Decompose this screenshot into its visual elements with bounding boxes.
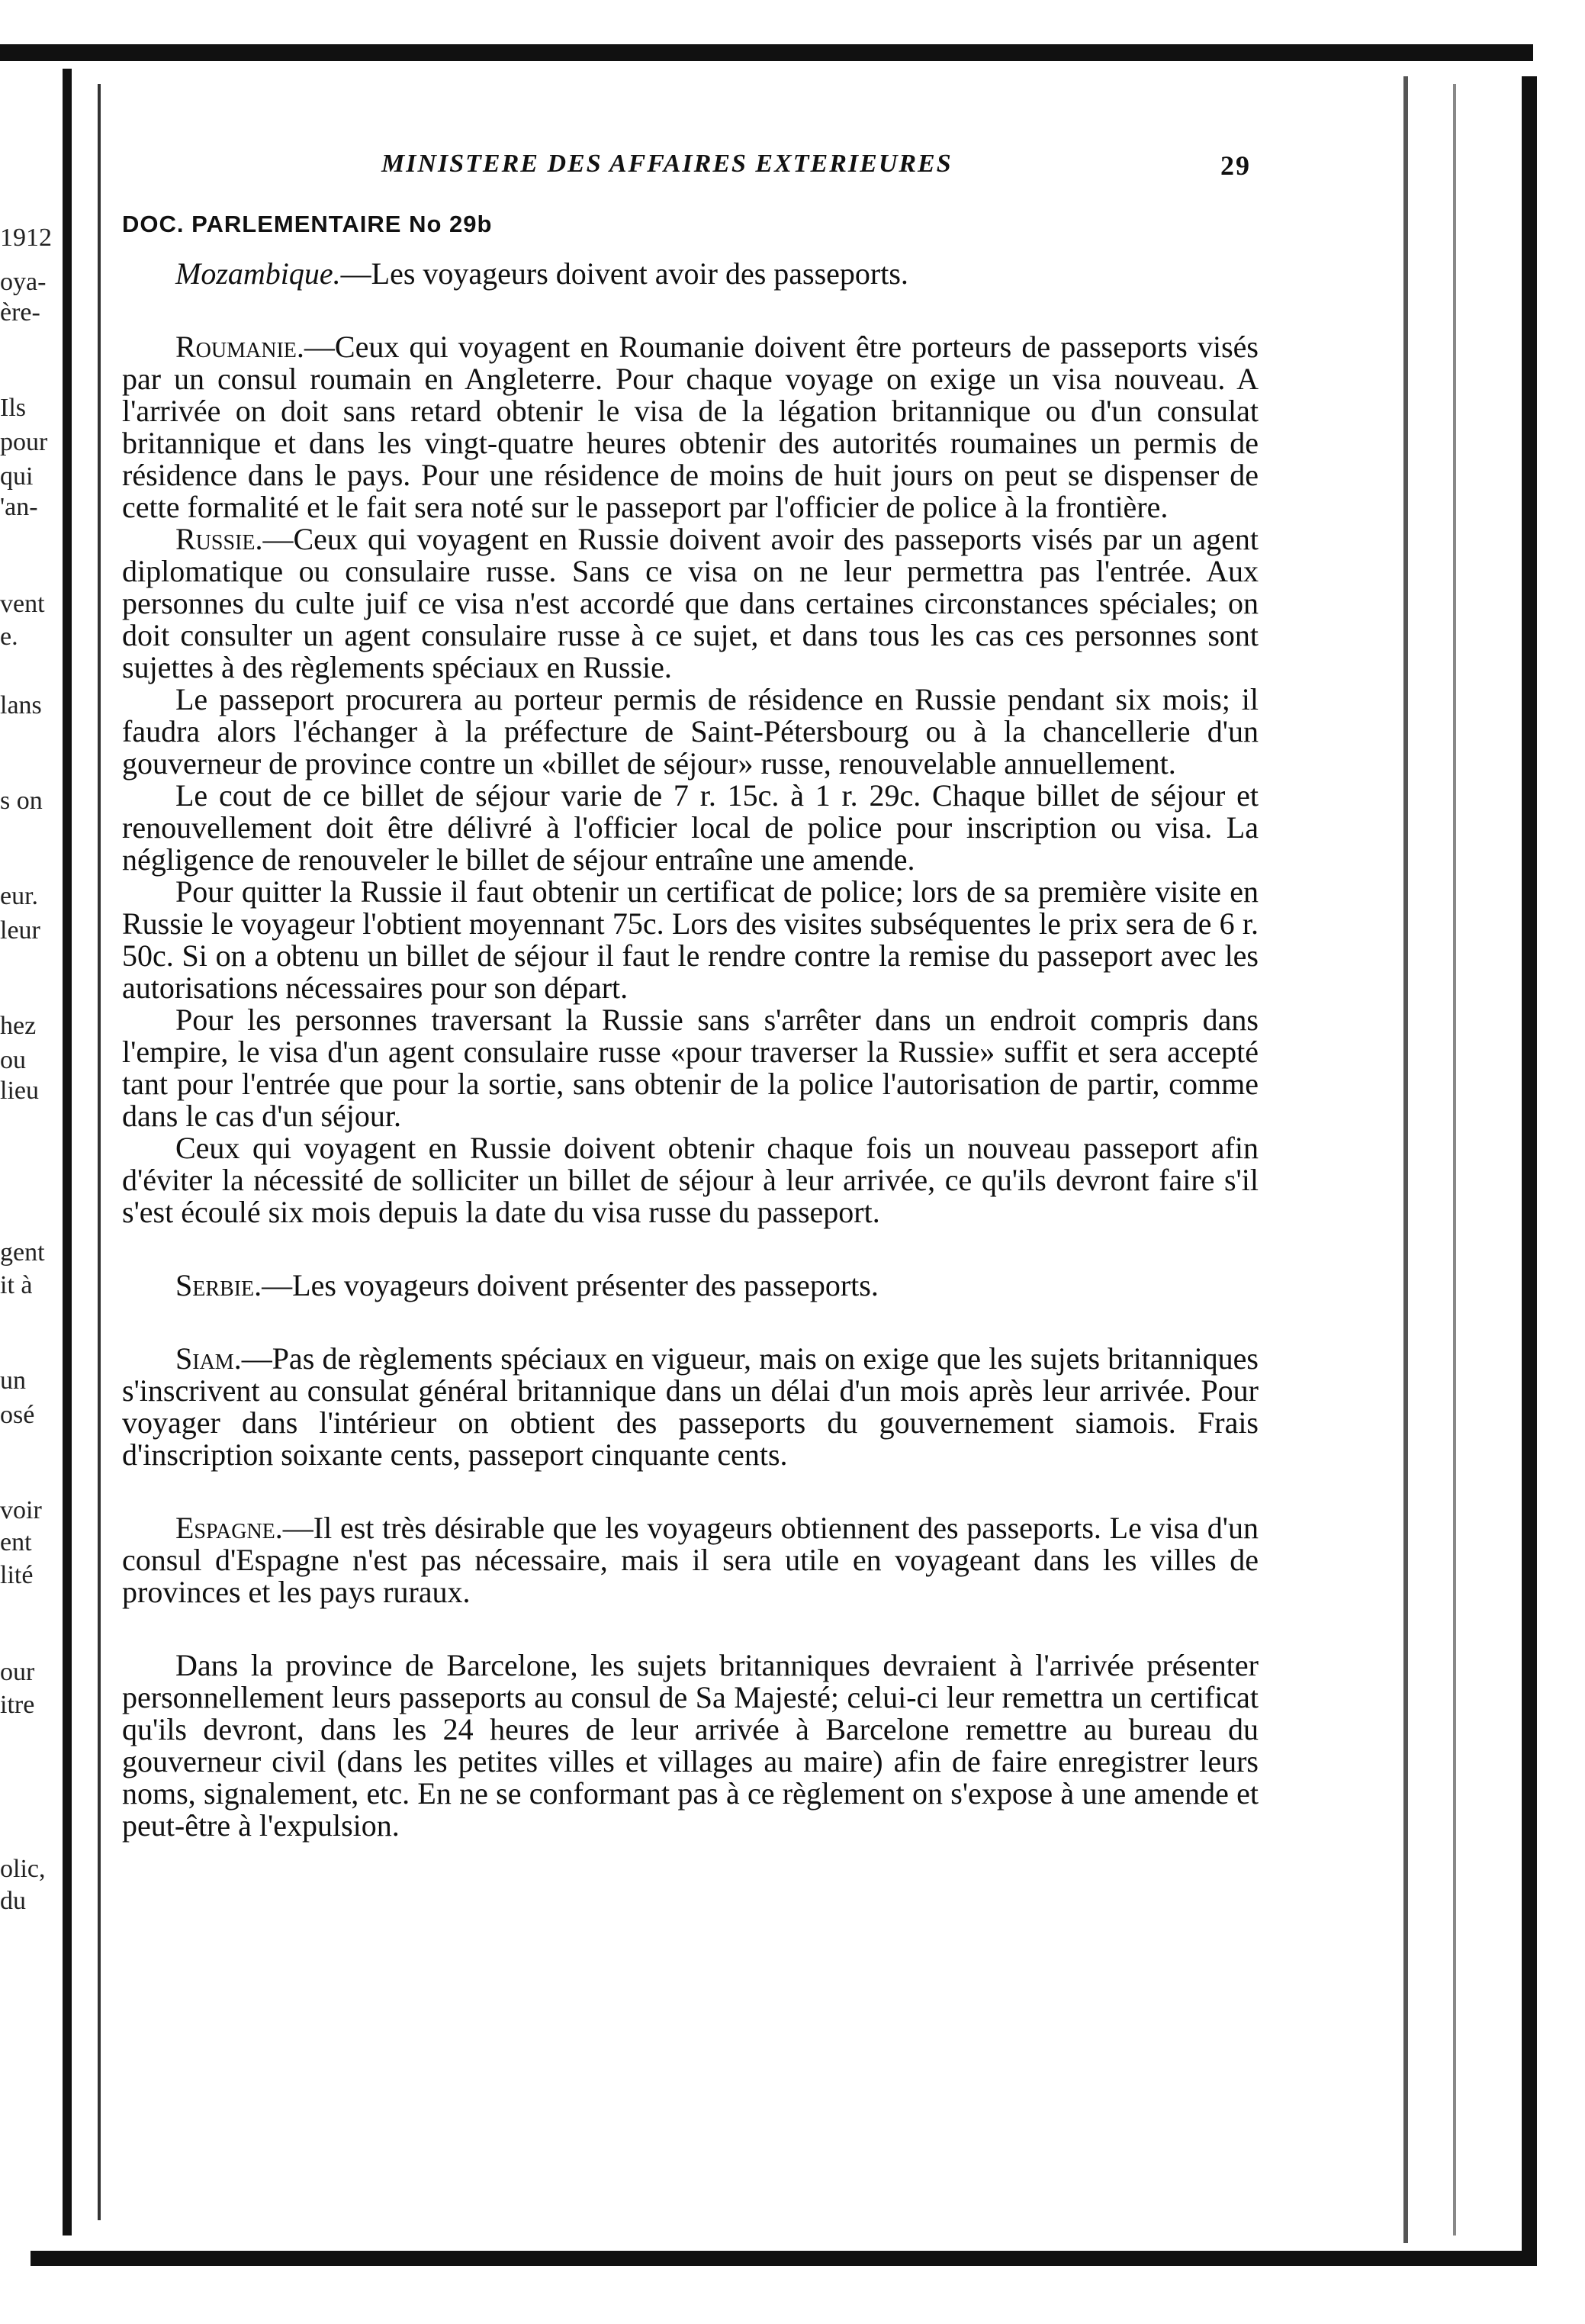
page-edge-right: [1403, 76, 1408, 2243]
paragraph-siam: [122, 1343, 1259, 1471]
section-lead: Roumanie.: [175, 330, 304, 364]
bleed-line: osé: [0, 1401, 35, 1429]
bleed-line: our: [0, 1658, 35, 1686]
bleed-line: un: [0, 1366, 26, 1395]
running-head-title: MINISTERE DES AFFAIRES EXTERIEURES: [381, 150, 953, 178]
section-lead: Serbie.: [175, 1268, 262, 1302]
bleed-line: lité: [0, 1561, 34, 1589]
bleed-line: ère-: [0, 298, 40, 327]
bleed-line: 'an-: [0, 493, 38, 521]
binding-edge-top: [0, 44, 1533, 61]
bleed-line: qui: [0, 462, 34, 491]
paragraph-text: —Il est très désirable que les voyageurs obtiennent des passeports. Le visa d'un consul d'Espagne n'est pas nécessaire, mais il sera utile en voyageant dans les villes de provinces et les pays ruraux.: [122, 1511, 1259, 1609]
paragraph-russie-nouveau: Ceux qui voyagent en Russie doivent obtenir chaque fois un nouveau passeport afin d'éviter la nécessité de solliciter un billet de séjour à leur arrivée, ce qu'ils devront faire s'il s'est écoulé six mois depuis la date du visa russe du passeport.: [122, 1131, 1259, 1229]
bleed-line: gent: [0, 1238, 45, 1267]
bleed-line: leur: [0, 916, 40, 945]
bleed-line: olic,: [0, 1855, 46, 1883]
bleed-line: hez: [0, 1012, 37, 1040]
page-number: 29: [1220, 150, 1251, 181]
paragraph-russie-permis: Le passeport procurera au porteur permis de résidence en Russie pendant six mois; il faudra alors l'échanger à la préfecture de Saint-Pétersbourg ou à la chancellerie d'un gouverneur de province contre un «billet de séjour» russe, renouvelable annuellement.: [122, 682, 1259, 781]
binding-edge-left: [63, 69, 72, 2235]
bleed-line: oya-: [0, 268, 47, 296]
bleed-line: 1912: [0, 224, 52, 252]
paragraph-text: —Ceux qui voyagent en Russie doivent avoir des passeports visés par un agent diplomatique ou consulaire russe. Sans ce visa on ne leur permettra pas l'entrée. Aux personnes du culte juif ce visa n'est accordé que dans certaines circonstances spéciales; on doit consulter un agent consulaire russe à ce sujet, et dans tous les cas ces personnes sont sujettes à des règlements spéciaux en Russie.: [122, 522, 1259, 684]
margin-rule-left: [98, 84, 101, 2220]
bleed-line: e.: [0, 623, 18, 651]
paragraph-text: —Ceux qui voyagent en Roumanie doivent être porteurs de passeports visés par un consul roumain en Angleterre. Pour chaque voyage on exige un visa nouveau. A l'arrivée on doit sans retard obtenir le visa de la légation britannique ou d'un consulat britannique et dans les vingt-quatre heures obtenir des autorités roumaines un permis de résidence dans le pays. Pour une résidence de moins de huit jours on peut se dispenser de cette formalité et le fait sera noté sur le passeport par l'officier de police à la frontière.: [122, 330, 1259, 524]
document-reference: DOC. PARLEMENTAIRE No 29b: [122, 211, 493, 237]
paragraph-mozambique: [122, 258, 1259, 290]
section-lead: Siam.: [175, 1341, 242, 1376]
bleed-line: itre: [0, 1691, 35, 1719]
bleed-line: ou: [0, 1046, 26, 1074]
bleed-line: it à: [0, 1271, 33, 1299]
paragraph-russie-traverser: Pour les personnes traversant la Russie sans s'arrêter dans un endroit compris dans l'empire, le visa d'un agent consulaire russe «pour traverser la Russie» suffit et sera accepté tant pour l'entrée que pour la sortie, sans obtenir de la police l'autorisation de partir, comme dans le cas d'un séjour.: [122, 1003, 1259, 1133]
paragraph-russie-cout: Le cout de ce billet de séjour varie de 7 r. 15c. à 1 r. 29c. Chaque billet de séjour et renouvellement doit être délivré à l'officier local de police pour inscription ou visa. La négligence de renouveler le billet de séjour entraîne une amende.: [122, 778, 1259, 877]
paragraph-russie: [122, 523, 1259, 684]
bleed-line: voir: [0, 1496, 42, 1524]
bleed-line: lieu: [0, 1077, 39, 1105]
page-body: [122, 258, 1259, 1842]
paragraph-text: —Les voyageurs doivent avoir des passeports.: [340, 256, 908, 291]
section-lead: Russie.: [175, 522, 263, 556]
paragraph-roumanie: [122, 331, 1259, 523]
section-lead: Mozambique.: [175, 256, 341, 291]
section-lead: Espagne.: [175, 1511, 283, 1545]
paragraph-russie-quitter: Pour quitter la Russie il faut obtenir un certificat de police; lors de sa première visite en Russie le voyageur l'obtient moyennant 75c. Lors des visites subséquentes le prix sera de 6 r. 50c. Si on a obtenu un billet de séjour il faut le rendre contre la remise du passeport avec les autorisations nécessaires pour son départ.: [122, 874, 1259, 1005]
bleed-line: eur.: [0, 882, 39, 910]
page-edge-right-inner: [1453, 84, 1456, 2235]
paragraph-text: —Pas de règlements spéciaux en vigueur, mais on exige que les sujets britanniques s'inscrivent au consulat général britannique dans un délai d'un mois après leur arrivée. Pour voyager dans l'intérieur on obtient des passeports du gouvernement siamois. Frais d'inscription soixante cents, passeport cinquante cents.: [122, 1341, 1259, 1472]
bleed-line: pour: [0, 428, 48, 456]
bleed-line: Ils: [0, 394, 26, 422]
binding-edge-bottom: [31, 2251, 1537, 2266]
paragraph-text: —Les voyageurs doivent présenter des passeports.: [262, 1268, 879, 1302]
bleed-line: du: [0, 1887, 26, 1915]
bleed-line: ent: [0, 1528, 32, 1556]
paragraph-espagne: [122, 1512, 1259, 1608]
bleed-line: s on: [0, 787, 43, 815]
paragraph-espagne-barcelone: Dans la province de Barcelone, les sujets britanniques devraient à l'arrivée présenter personnellement leurs passeports au consul de Sa Majesté; celui-ci leur remettra un certificat qu'ils devront, dans les 24 heures de leur arrivée à Barcelone remettre au bureau du gouverneur civil (dans les petites villes et villages au maire) afin de faire enregistrer leurs noms, signalement, etc. En ne se conformant pas à ce règlement on s'expose à une amende et peut-être à l'expulsion.: [122, 1648, 1259, 1843]
bleed-line: vent: [0, 590, 45, 618]
running-head: [381, 150, 1251, 188]
bleed-line: lans: [0, 691, 42, 719]
binding-edge-right: [1522, 76, 1537, 2258]
paragraph-serbie: [122, 1270, 1259, 1302]
